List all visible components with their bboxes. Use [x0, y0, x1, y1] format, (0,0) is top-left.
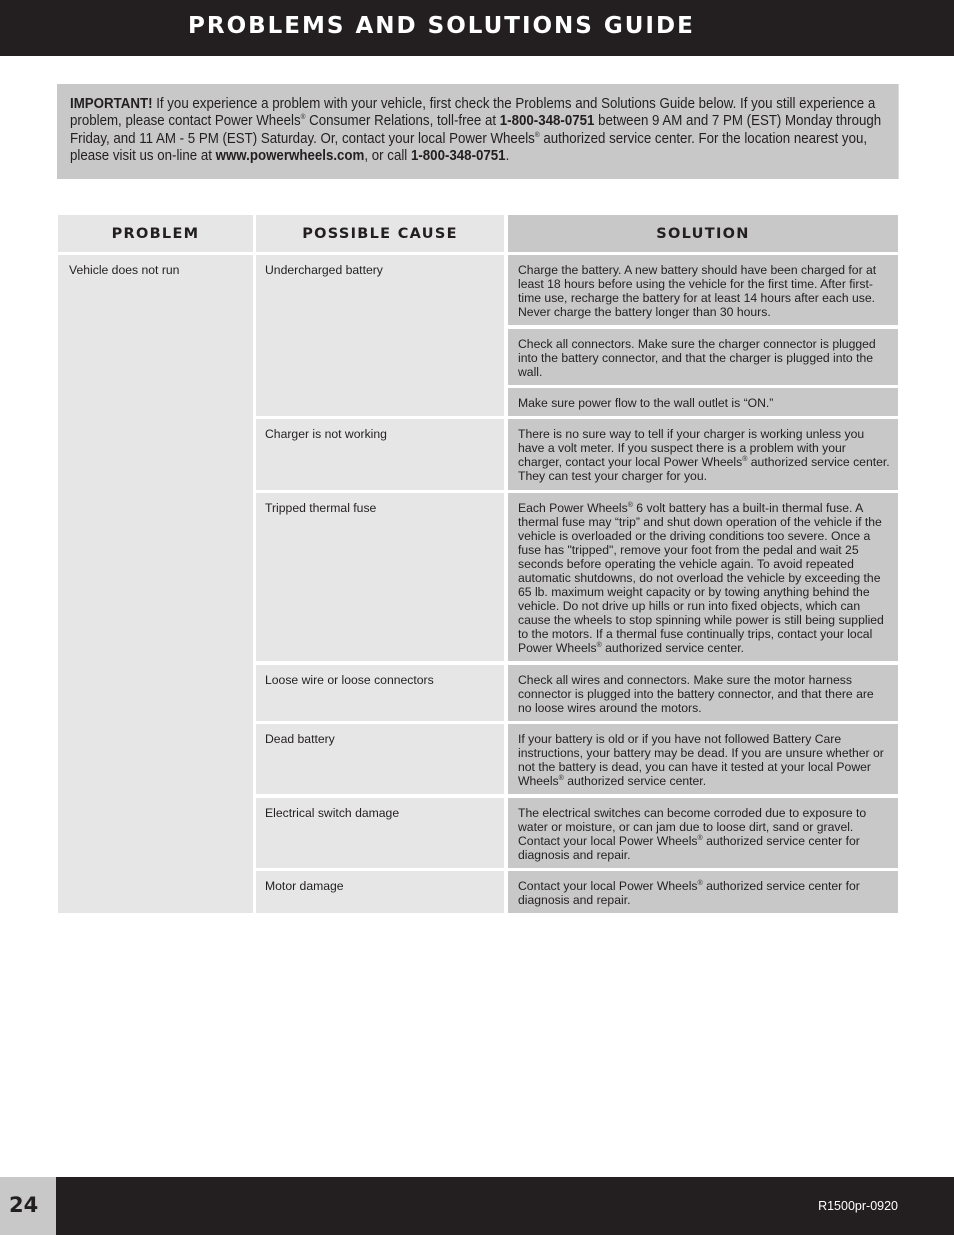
document-code: R1500pr-0920 [818, 1199, 898, 1213]
column-header-solution: SOLUTION [508, 215, 898, 252]
registered-mark: ® [697, 834, 703, 842]
solution-cell: Check all wires and connectors. Make sure the motor harness connector is plugged into the battery connector, and that there are no loose wires around the motors. [508, 665, 898, 721]
solution-cell: Charge the battery. A new battery should have been charged for at least 18 hours before using the vehicle for the first time. After first-time use, recharge the battery for at least 14 hours after each use. Never charge the battery longer than 30 hours. [508, 255, 898, 325]
solution-cell: Make sure power flow to the wall outlet is “ON.” [508, 388, 898, 416]
cause-cell: Electrical switch damage [256, 798, 504, 868]
cause-cell: Loose wire or loose connectors [256, 665, 504, 721]
cause-cell: Dead battery [256, 724, 504, 794]
notice-text: authorized service center. For the location nearest you, please visit us on-line at [70, 130, 868, 164]
notice-text: . [505, 147, 510, 164]
page-title: PROBLEMS AND SOLUTIONS GUIDE [188, 13, 695, 39]
page-footer [0, 1177, 954, 1235]
cause-cell: Motor damage [256, 871, 504, 913]
solution-text: authorized service center for diagnosis and repair. [518, 879, 860, 907]
registered-mark: ® [627, 501, 633, 509]
solution-text: If your battery is old or if you have not followed Battery Care instructions, your battery may be dead. If you are unsure whether or not the battery is dead, you can have it tested at your local Power Wheels [518, 732, 884, 788]
solution-text: authorized service center. [563, 774, 707, 788]
solution-text: 6 volt battery has a built-in thermal fuse. A thermal fuse may “trip” and shut down operation of the vehicle if the vehicle is overloaded or the driving conditions too severe. Once a fuse has "tripped", remove your foot from the pedal and wait 25 seconds before operating the vehicle again. To avoid repeated automatic shutdowns, do not overload the vehicle by exceeding the 65 lb. maximum weight capacity or by towing anything behind the vehicle. Do not drive up hills or run into fixed objects, which can cause the wheels to stop spinning while power is still being supplied to the motors. If a thermal fuse continually trips, contact your local Power Wheels [518, 501, 884, 655]
registered-mark: ® [534, 131, 540, 139]
solution-text: There is no sure way to tell if your charger is working unless you have a volt meter. If you suspect there is a problem with your charger, contact your local Power Wheels [518, 427, 865, 469]
phone-number: 1-800-348-0751 [499, 113, 595, 130]
solution-text: authorized service center for diagnosis and repair. [518, 834, 860, 862]
notice-label: IMPORTANT! [70, 96, 153, 112]
solution-text: Contact your local Power Wheels [518, 879, 698, 893]
cause-cell: Charger is not working [256, 419, 504, 490]
registered-mark: ® [742, 455, 748, 463]
solution-text: Each Power Wheels [518, 501, 628, 515]
solution-cell [508, 871, 898, 913]
notice-text: , or call [364, 147, 411, 164]
website-link[interactable]: www.powerwheels.com [215, 147, 365, 164]
cause-cell: Tripped thermal fuse [256, 493, 504, 661]
column-header-cause: POSSIBLE CAUSE [256, 215, 504, 252]
important-notice [57, 84, 899, 179]
phone-number: 1-800-348-0751 [410, 147, 506, 164]
column-header-problem: PROBLEM [58, 215, 253, 252]
solution-cell [508, 798, 898, 868]
solution-text: authorized service center. They can test your charger for you. [518, 455, 890, 483]
notice-text: If you experience a problem with your vehicle, first check the Problems and Solutions Guide below. If you still experience a problem, please contact Power Wheels [70, 96, 876, 130]
notice-text: between 9 AM and 7 PM (EST) Monday through Friday, and 11 AM - 5 PM (EST) Saturday. Or, contact your local Power Wheels [70, 113, 882, 147]
solution-cell [508, 493, 898, 661]
registered-mark: ® [300, 114, 306, 122]
solution-cell [508, 724, 898, 794]
page-number: 24 [9, 1193, 39, 1217]
solution-text: The electrical switches can become corroded due to exposure to water or moisture, or can jam due to loose dirt, sand or gravel. Contact your local Power Wheels [518, 806, 867, 848]
problem-cell: Vehicle does not run [58, 255, 253, 913]
notice-text: Consumer Relations, toll-free at [305, 113, 500, 130]
registered-mark: ® [697, 879, 703, 887]
cause-cell: Undercharged battery [256, 255, 504, 416]
solution-text: authorized service center. [601, 641, 745, 655]
solution-cell [508, 419, 898, 490]
registered-mark: ® [558, 774, 564, 782]
solution-cell: Check all connectors. Make sure the charger connector is plugged into the battery connector, and that the charger is plugged into the wall. [508, 329, 898, 385]
registered-mark: ® [596, 641, 602, 649]
